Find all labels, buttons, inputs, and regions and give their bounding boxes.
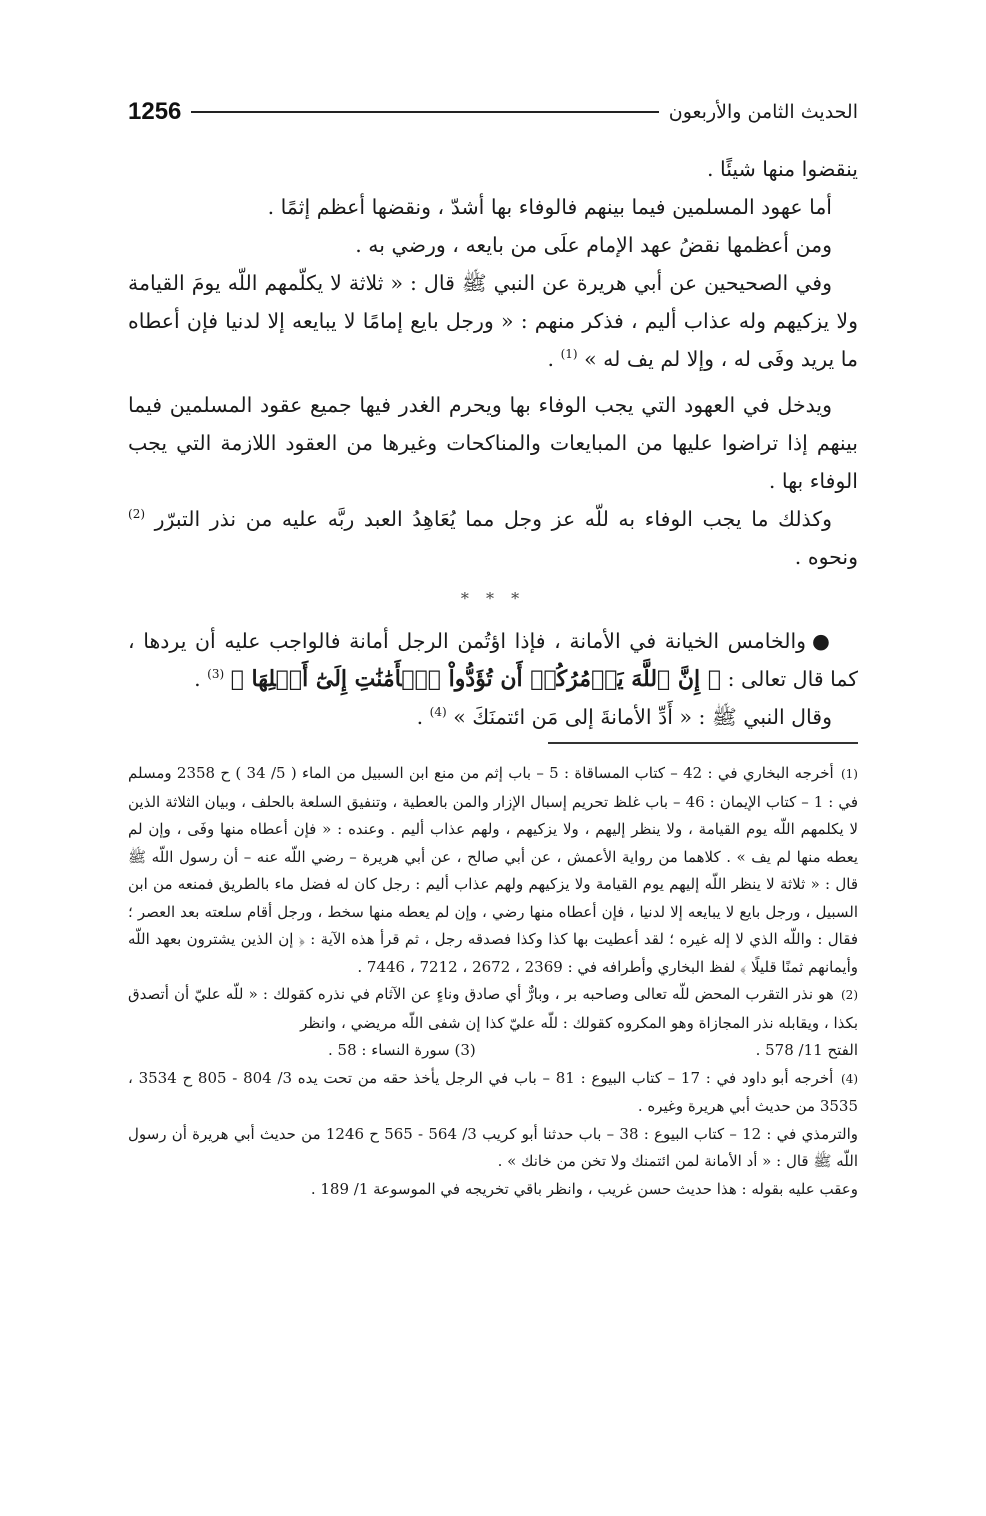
paragraph-8-end: . [416,705,430,729]
paragraph-6-end: ونحوه . [794,545,858,569]
paragraph-6-text: وكذلك ما يجب الوفاء به للّه عز وجل مما يُعَاهِدُ العبد ربَّه عليه من نذر التبرّر [154,507,832,531]
footnote-rule [548,742,858,744]
paragraph-7-end: . [194,667,208,691]
footnote-4 [128,1065,858,1121]
footnote-1-number: (1) [840,767,858,781]
footnote-ref-3: (3) [207,667,225,682]
footnote-2-tail-row [128,1037,858,1065]
paragraph-4-text: وفي الصحيحين عن أبي هريرة عن النبي ﷺ قال : « ثلاثة لا يكلّمهم اللّه يومَ القيامة ولا يزكيهم وله عذاب أليم ، فذكر منهم : « ورجل بايع إمامًا لا يبايعه إلا لدنيا فإن أعطاه ما يريد وفَى له ، وإلا لم يف له » [128,271,858,371]
footnote-ref-1: (1) [560,347,578,362]
paragraph-3: ومن أعظمها نقضُ عهد الإمام علَى من بايعه ، ورضي به . [355,233,832,257]
paragraph-2: أما عهود المسلمين فيما بينهم فالوفاء بها أشدّ ، ونقضها أعظم إثمًا . [267,195,832,219]
footnote-2-number: (2) [840,988,858,1002]
paragraph-6 [128,500,858,576]
footnote-4-number: (4) [841,1071,859,1086]
footnote-ref-2: (2) [128,507,146,522]
footnote-1-text: أخرجه البخاري في : 42 – كتاب المساقاة : 5 – باب إثم من منع ابن السبيل من الماء ( 5/ 34 ) ح 2358 ومسلم في : 1 – كتاب الإيمان : 46 – باب غلظ تحريم إسبال الإزار والمن بالعطية ، وتنفيق السلعة بالحلف ، وبيان الثلاثة الذين لا يكلمهم اللّه يوم القيامة ، ولا ينظر إليهم ، ولا يزكيهم ، ولهم عذاب أليم . وعنده : « فإن أعطاه منها وفَى ، وإن لم يعطه منها لم يف » . كلاهما من رواية الأعمش ، عن أبي صالح ، عن أبي هريرة – رضي اللّه عنه – أن رسول اللّه ﷺ قال : « ثلاثة لا ينظر اللّه إليهم يوم القيامة ولا يزكيهم ولهم عذاب أليم : رجل كان له فضل ماء بالطريق فمنعه من ابن السبيل ، ورجل بايع لا يبايعه إلا لدنيا ، فإن أعطاه منها رضي ، وإن لم يعطه منها سخط ، ورجل أقام سلعته بعد العصر ؛ فقال : واللّه الذي لا إله غيره ؛ لقد أعطيت بها كذا وكذا فصدقه رجل ، ثم قرأ هذه الآية : ﴿ إن الذين يشترون بعهد اللّه وأيمانهم ثمنًا قليلًا ﴾ لفظ البخاري وأطرافه في : 2369 ، 2672 ، 7212 ، 7446 . [128,764,858,976]
footnote-2 [128,981,858,1037]
paragraph-8 [128,698,858,736]
page-header [128,96,858,128]
footnote-4-tirmidhi: والترمذي في : 12 – كتاب البيوع : 38 – باب حدثنا أبو كريب 3/ 564 - 565 ح 1246 من حديث أبي هريرة أن رسول اللّه ﷺ قال : « أد الأمانة لمن ائتمنك ولا تخن من خانك » . [128,1124,859,1170]
footnotes [128,760,858,1203]
header-rule [191,111,658,113]
footnote-4-text: أخرجه أبو داود في : 17 – كتاب البيوع : 81 – باب في الرجل يأخذ حقه من تحت يده 3/ 804 - 805 ح 3534 ، 3535 من حديث أبي هريرة وغيره . [128,1068,858,1115]
page-number: 1256 [128,98,182,125]
paragraph-7 [128,622,858,698]
footnote-1 [128,760,858,981]
paragraph-7-text: والخامس الخيانة في الأمانة ، فإذا اؤتُمن الرجل أمانة فالواجب عليه أن يردها ، كما قال تعالى : [128,629,858,691]
quran-verse: ﴿ إِنَّ ٱللَّهَ يَأۡمُرُكُمۡ أَن تُؤَدُّواْ ٱلۡأَمَٰنَٰتِ إِلَىٰٓ أَهۡلِهَا ﴾ [230,666,722,692]
paragraph-5: ويدخل في العهود التي يجب الوفاء بها ويحرم الغدر فيها جميع عقود المسلمين فيما بينهم إذا تراضوا عليها من المبايعات والمناكحات وغيرها من العقود اللازمة التي يجب الوفاء بها . [128,393,858,493]
paragraph-1: ينقضوا منها شيئًا . [706,157,858,181]
bullet-icon: ● [812,629,833,653]
paragraph-4 [128,264,858,378]
footnote-ref-4: (4) [429,705,447,720]
footnote-2-tail: الفتح 11/ 578 . [755,1041,858,1059]
running-title: الحديث الثامن والأربعون [668,101,858,123]
main-text [128,150,858,736]
section-separator: * * * [460,589,526,608]
paragraph-8-text: وقال النبي ﷺ : « أَدِّ الأمانةَ إلى مَن ائتمنَكَ » [453,705,832,729]
footnote-3: (3) سورة النساء : 58 . [328,1041,476,1059]
footnote-2-text: هو نذر التقرب المحض للّه تعالى وصاحبه بر ، وبارٌّ أي صادق وناءٍ عن الآثام في نذره كقولك : « للّه عليّ أن أتصدق بكذا ، ويقابله نذر المجازاة وهو المكروه كقولك : للّه عليّ كذا إن شفى اللّه مريضي ، وانظر [128,985,858,1032]
paragraph-4-end: . [547,347,561,371]
footnote-4-comment: وعقب عليه بقوله : هذا حديث حسن غريب ، وانظر باقي تخريجه في الموسوعة 1/ 189 . [310,1179,858,1198]
paragraph-gap [128,378,858,386]
